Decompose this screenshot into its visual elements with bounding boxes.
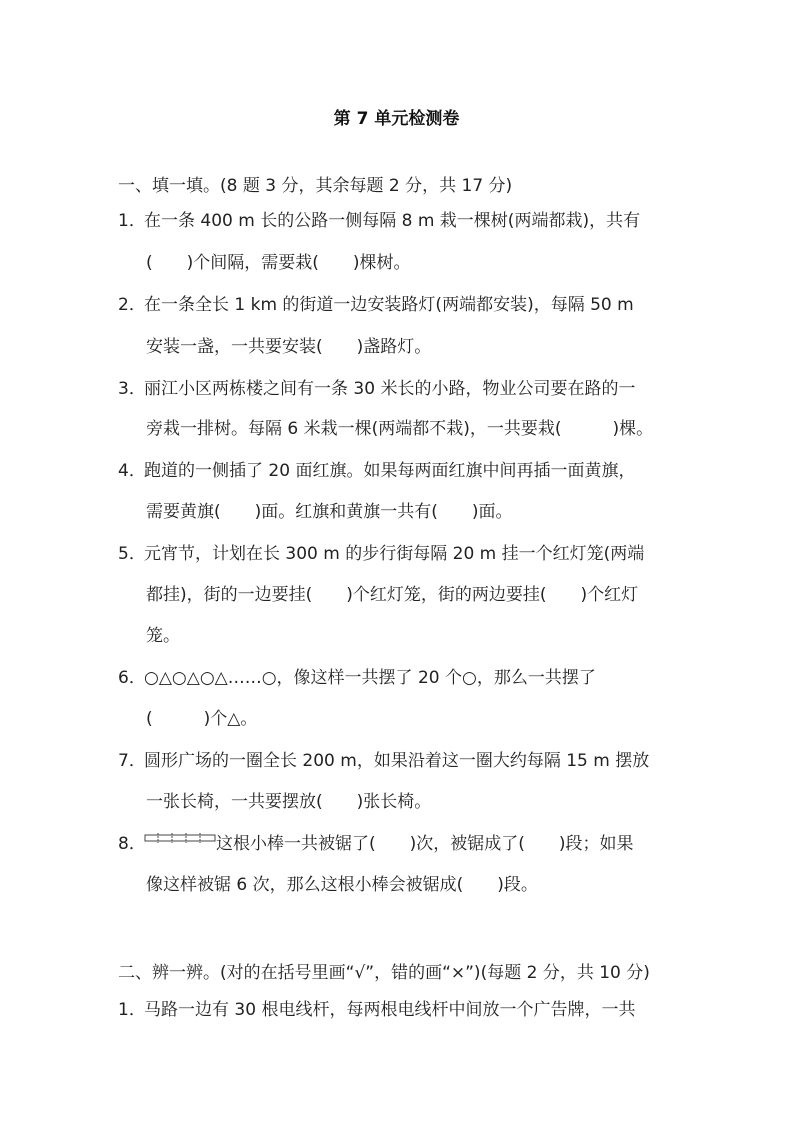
question-number: 1．	[118, 1000, 146, 1020]
page-title: 第 7 单元检测卷	[333, 109, 460, 129]
question-text: 元宵节，计划在长 300 m 的步行街每隔 20 m 挂一个红灯笼(两端	[144, 544, 645, 564]
question-text: ○△○△○△……○，像这样一共摆了 20 个○，那么一共摆了	[144, 668, 596, 688]
question-1-line-2: ( )个间隔，需要栽( )棵树。	[146, 253, 411, 273]
question-4-line-2: 需要黄旗( )面。红旗和黄旗一共有( )面。	[146, 502, 513, 522]
question-6-line-2: ( )个△。	[146, 709, 258, 729]
question-number: 7．	[118, 751, 146, 771]
question-text: 丽江小区两栋楼之间有一条 30 米长的小路，物业公司要在路的一	[144, 379, 636, 399]
question-text: 在一条全长 1 km 的街道一边安装路灯(两端都安装)，每隔 50 m	[144, 295, 634, 315]
question-2	[118, 294, 634, 316]
section-1-heading: 一、填一填。(8 题 3 分，其余每题 2 分，共 17 分)	[118, 176, 513, 196]
section-2-question-1	[118, 999, 635, 1021]
section-2-heading: 二、辨一辨。(对的在括号里画“√”，错的画“×”)(每题 2 分，共 10 分)	[118, 963, 650, 983]
question-number: 2．	[118, 295, 146, 315]
question-text: 跑道的一侧插了 20 面红旗。如果每两面红旗中间再插一面黄旗，	[144, 461, 636, 481]
question-number: 6．	[118, 668, 146, 688]
question-text: 马路一边有 30 根电线杆，每两根电线杆中间放一个广告牌，一共	[144, 1000, 636, 1020]
question-6	[118, 667, 596, 689]
question-7	[118, 750, 649, 772]
question-1	[118, 210, 640, 232]
question-8	[118, 833, 634, 855]
question-number: 1．	[118, 211, 146, 231]
question-number: 8．	[118, 834, 146, 854]
question-number: 4．	[118, 461, 146, 481]
question-3	[118, 378, 635, 400]
question-7-line-2: 一张长椅，一共要摆放( )张长椅。	[146, 792, 432, 812]
question-text: 在一条 400 m 长的公路一侧每隔 8 m 栽一棵树(两端都栽)，共有	[144, 211, 641, 231]
question-5-line-3: 笼。	[146, 626, 180, 646]
question-number: 5．	[118, 544, 146, 564]
sawed-stick-image	[144, 833, 216, 843]
question-2-line-2: 安装一盏，一共要安装( )盏路灯。	[146, 337, 432, 357]
question-4	[118, 460, 635, 482]
question-number: 3．	[118, 379, 146, 399]
question-text: 圆形广场的一圈全长 200 m，如果沿着这一圈大约每隔 15 m 摆放	[144, 751, 650, 771]
question-3-line-2: 旁栽一排树。每隔 6 米栽一棵(两端都不栽)，一共要栽( )棵。	[146, 419, 654, 439]
question-8-line-2: 像这样被锯 6 次，那么这根小棒会被锯成( )段。	[146, 875, 538, 895]
question-text: 这根小棒一共被锯了( )次，被锯成了( )段；如果	[216, 834, 634, 854]
question-5-line-2: 都挂)，街的一边要挂( )个红灯笼，街的两边要挂( )个红灯	[146, 585, 639, 605]
question-5	[118, 543, 644, 565]
